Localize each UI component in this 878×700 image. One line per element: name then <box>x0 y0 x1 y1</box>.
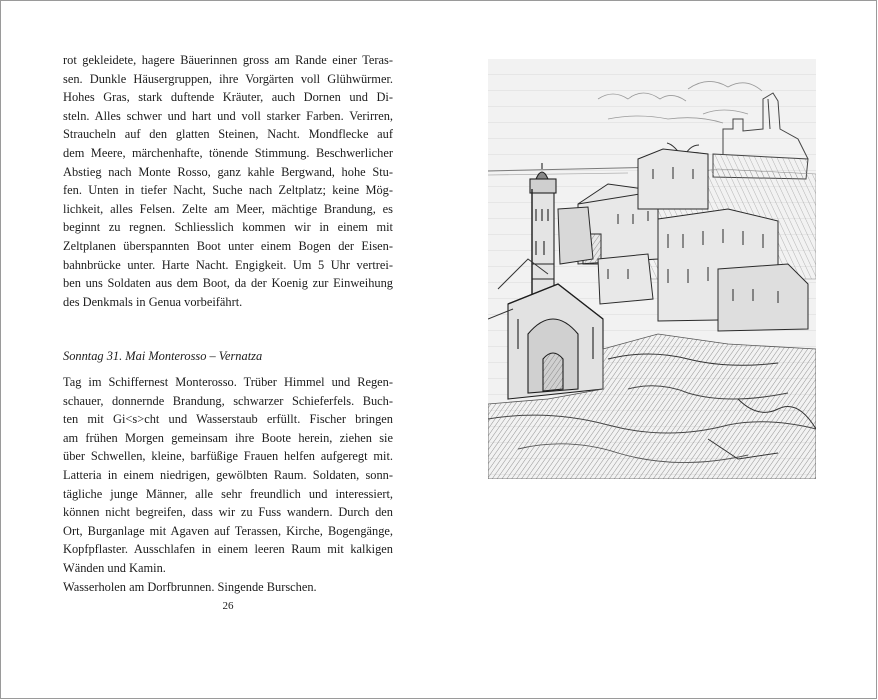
text-line: am frühen Morgen gemeinsam ihre Boote herein, ziehen sie <box>63 430 393 445</box>
text-line: ben uns Soldaten aus dem Boot, da der Koenig zur Einweihung <box>63 276 393 291</box>
text-line: lichkeit, alles Felsen. Zelte am Meer, mächtige Brandung, es <box>63 201 393 216</box>
text-line: ten mit Gi<s>cht und Wasserstaub erfüllt. Fischer bringen <box>63 412 393 427</box>
text-line: Latteria in einem niedrigen, gewölbten Raum. Soldaten, sonn- <box>63 467 393 482</box>
text-line: Wänden und Kamin. <box>63 560 166 575</box>
text-line: schauer, donnernde Brandung, schwarzer Schieferfels. Buch- <box>63 393 393 408</box>
page-number: 26 <box>222 600 234 612</box>
left-page <box>63 51 393 612</box>
diary-entry-heading: Sonntag 31. Mai Monterosso – Vernatza <box>63 349 263 363</box>
sketch-drawing <box>488 59 816 479</box>
text-line: beginnt zu regnen. Schliesslich kommen wir in einem mit <box>63 220 393 235</box>
text-line: Wasserholen am Dorfbrunnen. Singende Burschen. <box>63 579 317 594</box>
text-line: dem Meere, märchenhafte, tönende Stimmung. Beschwerlicher <box>63 145 393 160</box>
text-line: steln. Alles schwer und hart und voll starker Farben. Verirren, <box>63 108 393 123</box>
text-line: rot gekleidete, hagere Bäuerinnen gross am Rande einer Teras- <box>63 53 393 67</box>
text-line: des Denkmals in Genua vorbeifährt. <box>63 294 243 309</box>
text-line: tägliche junge Männer, alle sehr freundlich und interessiert, <box>63 486 393 501</box>
text-line: bahnbrücke unter. Harte Nacht. Engigkeit. Um 5 Uhr vertrei- <box>63 257 393 272</box>
text-line: Zeltplanen überspannten Boot unter einem Bogen der Eisen- <box>63 238 393 253</box>
text-line: fen. Unten in tiefer Nacht, Suche nach Zeltplatz; keine Mög- <box>63 183 393 198</box>
pencil-sketch-illustration <box>488 59 816 479</box>
text-line: Kopfpflaster. Ausschlafen in einem leeren Raum mit kalkigen <box>63 542 393 557</box>
text-line: Abstieg nach Monte Rosso, ganz kahle Bergwand, hohe Stu- <box>63 164 393 179</box>
text-line: Hohes Gras, stark duftende Kräuter, auch Dornen und Di- <box>63 90 393 105</box>
text-line: über Schwellen, kleine, barfüßige Frauen helfen aufgeregt mit. <box>63 449 393 464</box>
text-line: Straucheln auf den glatten Steinen, Nacht. Mondflecke auf <box>63 127 393 142</box>
paragraph-1 <box>63 51 393 311</box>
paragraph-2 <box>63 373 393 596</box>
text-line: können nicht begreifen, dass wir zu Fuss wandern. Durch den <box>63 505 393 520</box>
text-line: Tag im Schiffernest Monterosso. Trüber Himmel und Regen- <box>63 375 393 389</box>
text-line: Ort, Burganlage mit Agaven auf Terassen, Kirche, Bogengänge, <box>63 523 393 538</box>
text-line: sen. Dunkle Häusergruppen, ihre Vorgärten voll Glühwürmer. <box>63 71 393 86</box>
